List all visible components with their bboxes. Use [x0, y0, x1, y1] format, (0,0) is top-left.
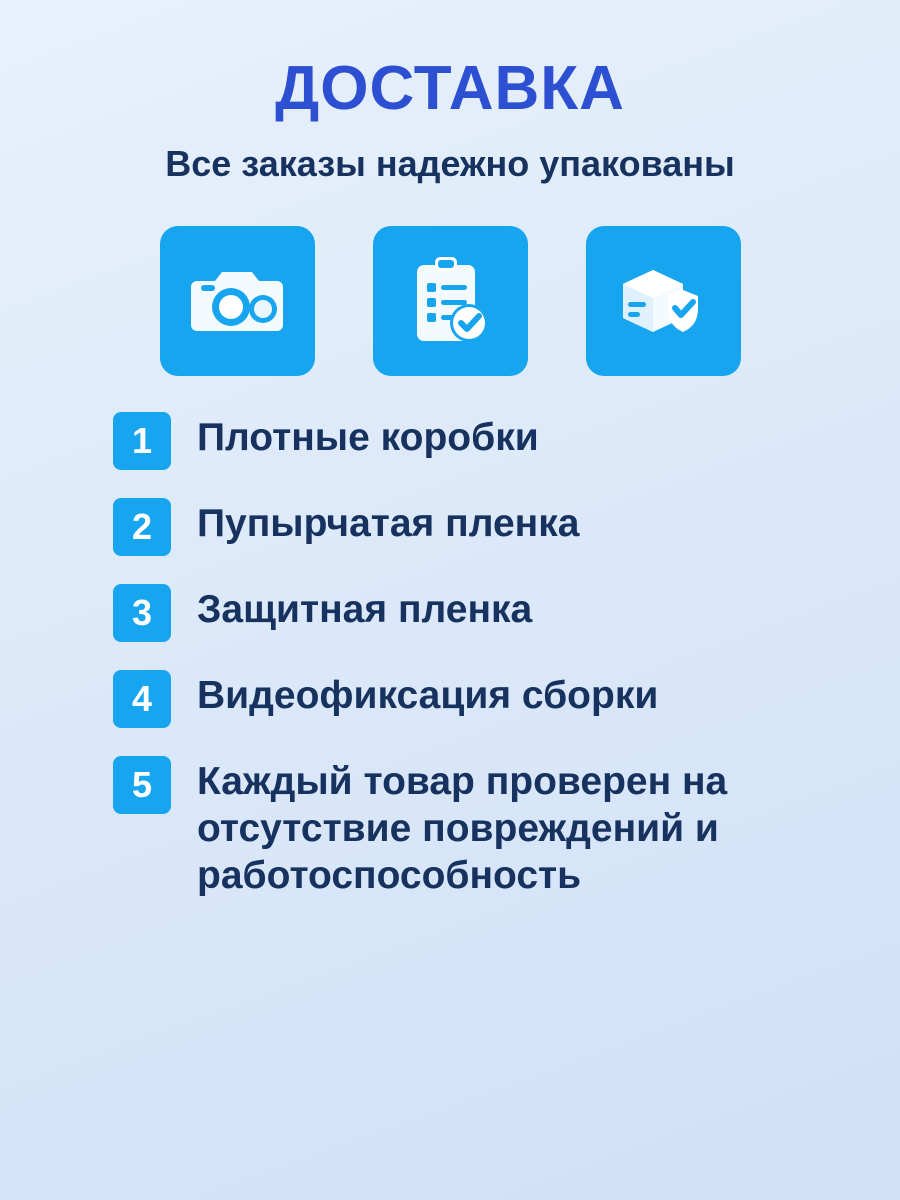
list-item-number: 5: [113, 756, 171, 814]
features-list: [55, 412, 845, 899]
list-item: [113, 756, 845, 899]
list-item-label: Плотные коробки: [197, 416, 539, 460]
list-item: [113, 498, 845, 556]
list-item: [113, 412, 845, 470]
protected-box-icon: [613, 258, 713, 344]
checklist-icon-tile: [373, 226, 528, 376]
list-item-label: Защитная пленка: [197, 588, 533, 632]
list-item: [113, 670, 845, 728]
icons-row: [160, 226, 741, 376]
page-title: ДОСТАВКА: [275, 54, 625, 123]
list-item: [113, 584, 845, 642]
list-item-number: 2: [113, 498, 171, 556]
list-item-number: 4: [113, 670, 171, 728]
camera-icon: [189, 261, 285, 341]
protected-box-icon-tile: [586, 226, 741, 376]
list-item-label: Пупырчатая пленка: [197, 502, 580, 546]
camera-icon-tile: [160, 226, 315, 376]
list-item-label: Видеофиксация сборки: [197, 674, 659, 718]
list-item-number: 1: [113, 412, 171, 470]
list-item-number: 3: [113, 584, 171, 642]
checklist-icon: [405, 253, 495, 349]
page-subtitle: Все заказы надежно упакованы: [165, 143, 735, 185]
list-item-label: Каждый товар проверен на отсутствие повреждений и работоспособность: [197, 760, 728, 898]
